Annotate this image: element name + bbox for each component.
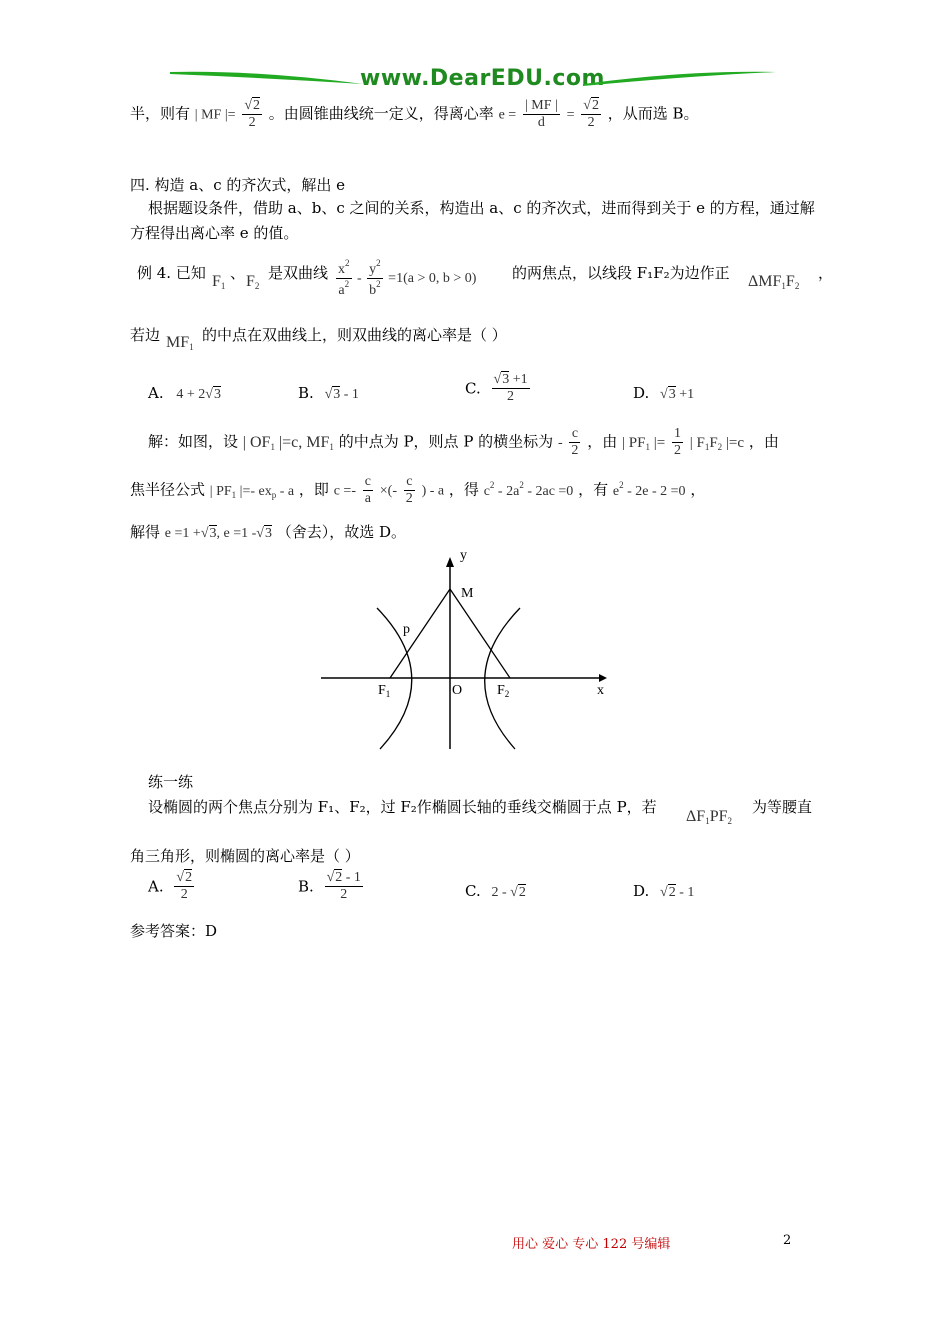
p1-e-eq: e =: [498, 107, 517, 123]
ex4-frac-y2-b2: $\frac{y^2}{b^2}$: [369, 258, 381, 299]
footer-text: 用心 爱心 专心 122 号编辑: [512, 1237, 671, 1252]
header-banner: [168, 62, 778, 98]
sol-frac-c-over-2-b: $\frac{c}{2}$: [405, 474, 413, 507]
practice-title: 练一练: [148, 773, 194, 791]
solution-line2: 焦半径公式 | $PF_1$ |=- $ex_p$ - a ，即 c =- $\frac{c}{a}$ ×(- $\frac{c}{2}$ ) - a ，得 $c^2 - 2a^2 - 2ac =0$ ，有 $e^2 - 2e - 2 =0$ ，: [130, 474, 706, 507]
practice-option-b-label: B.: [298, 877, 314, 896]
ex4-option-d-label: D.: [633, 384, 650, 402]
p1-text-a: 半，则有: [130, 104, 191, 123]
label-o: O: [452, 683, 463, 698]
ex4-frac-x2-a2: $\frac{x^2}{a^2}$: [338, 258, 350, 299]
sol-text-j: 解得: [130, 523, 161, 541]
p1-frac2-num: | MF |: [523, 98, 560, 115]
p1-text-b: 。由圆锥曲线统一定义，得离心率: [268, 104, 494, 123]
ex4-option-c: C. $\frac{√3 +1}{2}$: [465, 372, 528, 405]
practice-option-a: A. $\frac{√2}{2}$: [148, 870, 193, 903]
hyperbola-figure: [315, 545, 615, 755]
label-f2: $F_2$: [497, 683, 510, 699]
p1-frac-sqrt2-over-2-b: $\frac{√2}{2}$: [583, 98, 599, 131]
ex4-comma: ，: [818, 264, 834, 282]
p1-frac3-num: 2: [591, 98, 599, 113]
section4-title: 四. 构造 a、c 的齐次式，解出 e: [130, 176, 346, 194]
label-m: M: [461, 586, 474, 601]
ex4-option-b: B. √3 - 1: [298, 384, 359, 402]
ex4-cond: =1(a > 0, b > 0): [388, 270, 477, 286]
triangle-side-mf2: [450, 589, 510, 678]
section4-line1: 根据题设条件，借助 a、b、c 之间的关系，构造出 a、c 的齐次式，进而得到关于 e 的方程，通过解: [148, 199, 815, 217]
ex4-option-a: A. 4 + 2√3: [148, 384, 221, 402]
sol-text-h: ，有: [578, 480, 609, 499]
sol-text-e: 焦半径公式: [130, 480, 206, 499]
triangle-side-mf1: [390, 589, 450, 678]
ex4-hyperbola-eq: [334, 258, 476, 299]
ex4-option-d: D. √3 +1: [633, 384, 695, 402]
ex4-option-c-label: C.: [465, 379, 481, 398]
p1-frac1-den: 2: [248, 115, 256, 131]
sol-text-a: 解：如图，设: [148, 432, 239, 451]
p1-frac3-den: 2: [587, 115, 595, 131]
ex4-text-b: 是双曲线: [268, 264, 329, 282]
answer-key: 参考答案：D: [130, 922, 218, 940]
solution-line3: 解得 e =1 +√3, e =1 -√3 （舍去），故选 D。: [130, 523, 407, 541]
ex4-text-a: 例 4. 已知: [137, 264, 206, 282]
practice-line1: [148, 796, 657, 817]
example4-line1: [137, 262, 206, 283]
ex4-minus: -: [357, 270, 362, 286]
ex4-mf1: $MF_1$: [166, 334, 194, 352]
p1-frac1-num: 2: [253, 98, 261, 113]
x-axis-arrow: [599, 674, 607, 682]
sol-frac-c-over-2: $\frac{c}{2}$: [571, 426, 579, 459]
sol-text-c: ，由: [587, 432, 618, 451]
practice-line1b: 为等腰直: [752, 798, 813, 816]
p1-line: [130, 98, 699, 131]
p1-frac-sqrt2-over-2: $\frac{√2}{2}$: [244, 98, 261, 131]
sol-frac-c-over-a: $\frac{c}{a}$: [364, 474, 371, 507]
header-swoosh-right: [578, 62, 778, 98]
sol-text-d: ，由: [748, 432, 779, 451]
practice-option-d-label: D.: [633, 882, 650, 900]
practice-option-c-label: C.: [465, 882, 481, 900]
p1-frac2-den: d: [537, 115, 545, 131]
ex4-f2: $F_2$: [246, 273, 260, 291]
label-f1: $F_1$: [378, 683, 391, 699]
label-y: y: [460, 548, 467, 563]
ex4-text-e: 的中点在双曲线上，则双曲线的离心率是（ ）: [202, 326, 507, 344]
sol-text-f: ，即: [298, 480, 329, 499]
sol-frac-half: $\frac{1}{2}$: [673, 426, 681, 459]
ex4-sep: 、: [230, 264, 246, 282]
sol-text-g: ，得: [448, 480, 479, 499]
sol-text-k: （舍去），故选 D。: [276, 523, 407, 541]
ex4-f1: $F_1$: [212, 273, 226, 291]
header-swoosh-left: [168, 62, 368, 98]
practice-line1-text: 设椭圆的两个焦点分别为 F₁、F₂，过 F₂作椭圆长轴的垂线交椭圆于点 P，若: [148, 798, 657, 816]
solution-line1: 解：如图，设 | $OF_1$ |=c, $MF_1$ 的中点为 P，则点 P 的横坐标为 - $\frac{c}{2}$ ，由 | $PF_1$ |= $\frac{1}{2}$ | $F_1F_2$ |=c ，由: [148, 426, 779, 459]
ex4-option-a-label: A.: [148, 384, 164, 402]
sol-text-i: ，: [690, 480, 706, 499]
label-p: p: [403, 622, 410, 637]
practice-option-c: C. 2 - √2: [465, 882, 526, 900]
practice-option-d: D. √2 - 1: [633, 882, 695, 900]
header-site-text: www.DearEDU.com: [360, 66, 605, 91]
practice-line2: 角三角形，则椭圆的离心率是（ ）: [130, 847, 360, 865]
ex4-text-d: 若边: [130, 326, 161, 344]
sol-text-b: 的中点为 P，则点 P 的横坐标为: [338, 432, 554, 451]
page-number: 2: [783, 1233, 792, 1248]
practice-option-a-label: A.: [148, 877, 164, 896]
practice-option-b: B. $\frac{√2 - 1}{2}$: [298, 870, 361, 903]
p1-eq: =: [566, 107, 575, 123]
p1-frac-mf-over-d: [523, 98, 560, 131]
practice-triangle: $\Delta F_1PF_2$: [686, 808, 732, 826]
section4-line2: 方程得出离心率 e 的值。: [130, 224, 299, 242]
p1-mf-label: | MF |=: [194, 107, 236, 123]
ex4-triangle: $\Delta MF_1F_2$: [748, 273, 800, 291]
ex4-option-b-label: B.: [298, 384, 314, 402]
ex4-text-c: 的两焦点，以线段 F₁F₂为边作正: [512, 264, 730, 282]
p1-text-c: ，从而选 B。: [607, 104, 699, 123]
label-x: x: [597, 683, 604, 698]
y-axis-arrow: [446, 557, 454, 567]
